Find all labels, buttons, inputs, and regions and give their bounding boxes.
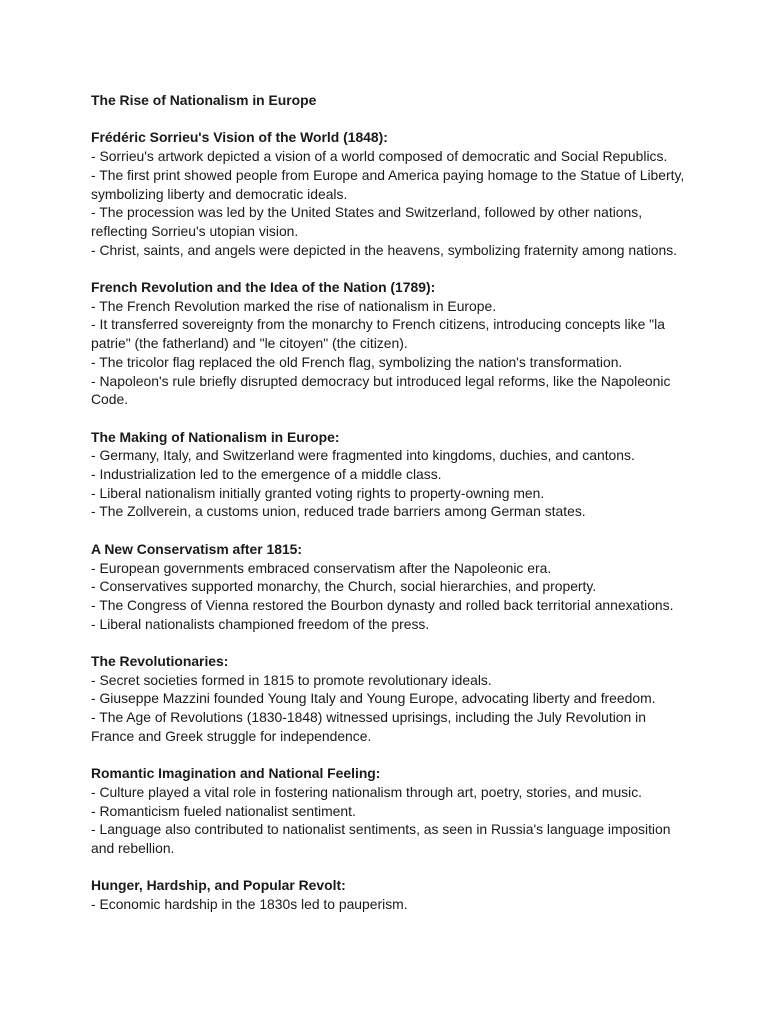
bullet-item: - Culture played a vital role in fostering nationalism through art, poetry, stories, and music. bbox=[91, 783, 642, 800]
bullet-item: - The Age of Revolutions (1830-1848) witnessed uprisings, including the July Revolution in France and Greek struggle for independence. bbox=[91, 709, 646, 744]
bullet-item: - Liberal nationalists championed freedom of the press. bbox=[91, 615, 430, 632]
bullet-item: - Germany, Italy, and Switzerland were fragmented into kingdoms, duchies, and cantons. bbox=[91, 447, 635, 464]
document-title: The Rise of Nationalism in Europe bbox=[91, 92, 317, 108]
bullet-item: - The first print showed people from Europe and America paying homage to the Statue of Liberty, symbolizing liberty and democratic ideals. bbox=[91, 166, 685, 202]
section-french-revolution bbox=[91, 278, 691, 409]
section-heading: The Revolutionaries: bbox=[91, 653, 229, 670]
section-romantic-imagination bbox=[91, 764, 691, 858]
bullet-item: - The procession was led by the United States and Switzerland, followed by other nations, reflecting Sorrieu's utopian vision. bbox=[91, 204, 643, 239]
bullet-item: - Sorrieu's artwork depicted a vision of a world composed of democratic and Social Republics. bbox=[91, 148, 668, 165]
section-hunger-hardship bbox=[91, 876, 691, 913]
section-making-of-nationalism bbox=[91, 428, 691, 522]
section-heading: The Making of Nationalism in Europe: bbox=[91, 428, 340, 445]
section-heading: A New Conservatism after 1815: bbox=[91, 540, 303, 557]
bullet-item: - European governments embraced conservatism after the Napoleonic era. bbox=[91, 559, 552, 576]
bullet-item: - Language also contributed to nationalist sentiments, as seen in Russia's language imposition and rebellion. bbox=[91, 821, 671, 857]
bullet-item: - Economic hardship in the 1830s led to pauperism. bbox=[91, 896, 408, 913]
bullet-item: - Liberal nationalism initially granted voting rights to property-owning men. bbox=[91, 484, 545, 501]
section-revolutionaries bbox=[91, 652, 691, 746]
section-heading: Frédéric Sorrieu's Vision of the World (1848): bbox=[91, 129, 388, 146]
bullet-item: - The tricolor flag replaced the old French flag, symbolizing the nation's transformation. bbox=[91, 353, 623, 370]
section-heading: Romantic Imagination and National Feeling: bbox=[91, 765, 381, 782]
section-sorrieu-vision bbox=[91, 128, 691, 259]
document-page bbox=[91, 91, 691, 933]
bullet-item: - The Zollverein, a customs union, reduced trade barriers among German states. bbox=[91, 503, 586, 520]
bullet-item: - It transferred sovereignty from the monarchy to French citizens, introducing concepts like "la patrie" (the fatherland) and "le citoyen" (the citizen). bbox=[91, 316, 665, 352]
bullet-item: - Conservatives supported monarchy, the Church, social hierarchies, and property. bbox=[91, 578, 597, 595]
bullet-item: - The French Revolution marked the rise of nationalism in Europe. bbox=[91, 297, 497, 314]
bullet-item: - Giuseppe Mazzini founded Young Italy and Young Europe, advocating liberty and freedom. bbox=[91, 690, 656, 707]
section-heading: French Revolution and the Idea of the Nation (1789): bbox=[91, 279, 436, 295]
bullet-item: - Secret societies formed in 1815 to promote revolutionary ideals. bbox=[91, 671, 492, 688]
bullet-item: - Romanticism fueled nationalist sentiment. bbox=[91, 802, 356, 819]
section-new-conservatism bbox=[91, 540, 691, 634]
bullet-item: - Napoleon's rule briefly disrupted democracy but introduced legal reforms, like the Napoleonic Code. bbox=[91, 372, 671, 408]
bullet-item: - Industrialization led to the emergence of a middle class. bbox=[91, 466, 442, 483]
bullet-item: - Christ, saints, and angels were depicted in the heavens, symbolizing fraternity among nations. bbox=[91, 241, 678, 258]
bullet-item: - The Congress of Vienna restored the Bourbon dynasty and rolled back territorial annexations. bbox=[91, 596, 674, 613]
section-heading: Hunger, Hardship, and Popular Revolt: bbox=[91, 877, 346, 894]
